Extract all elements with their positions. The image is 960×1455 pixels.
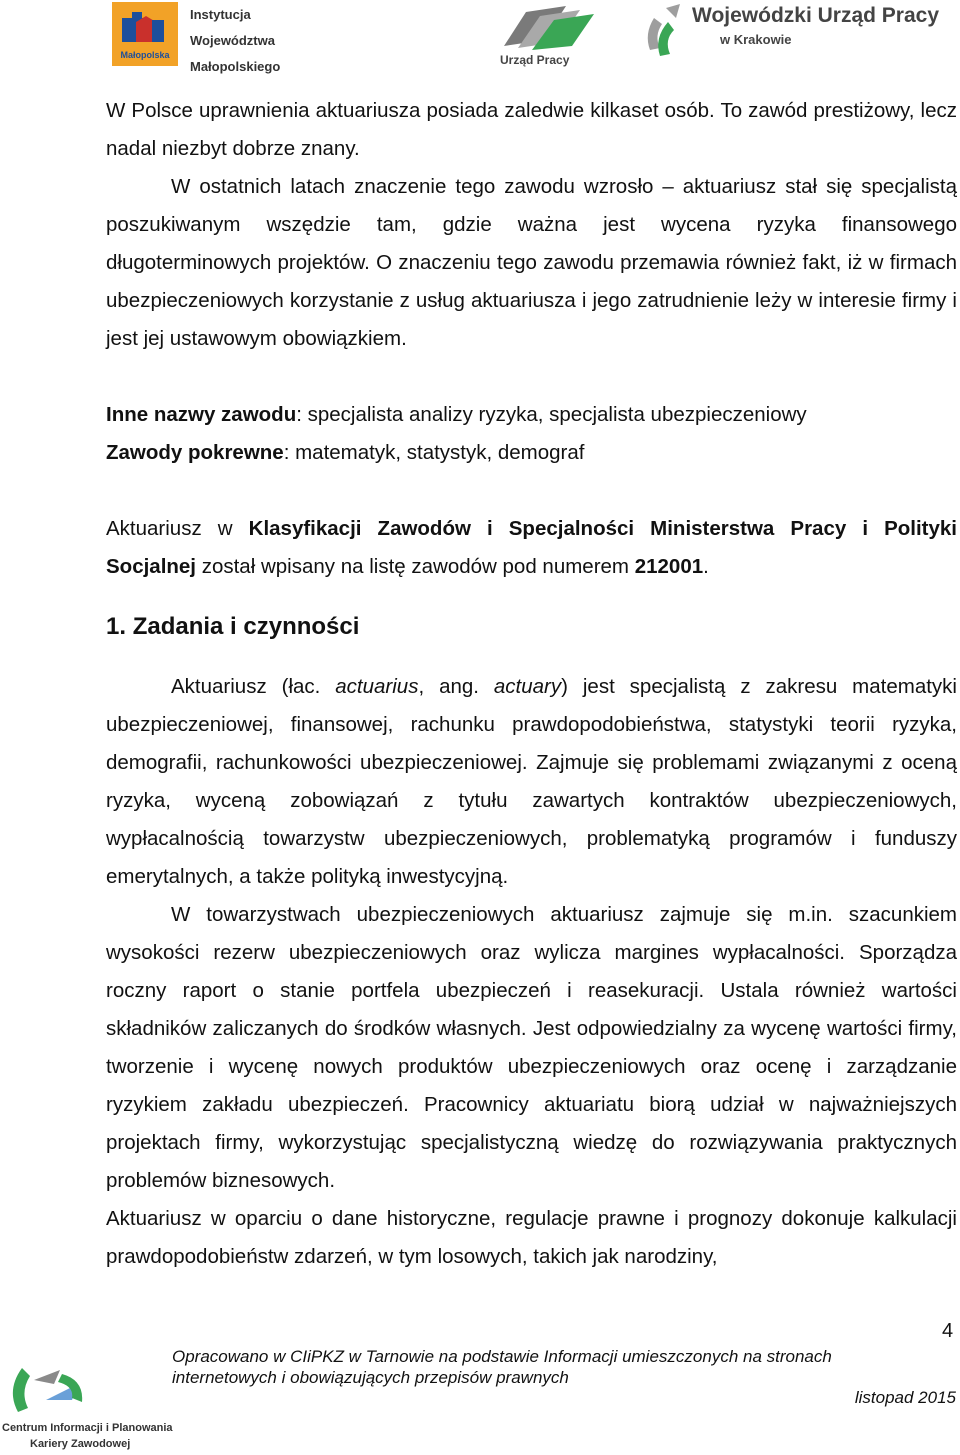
- spacer: [106, 586, 957, 608]
- classification-mid: został wpisany na listę zawodów pod numerem: [196, 555, 635, 578]
- body-paragraph-2: W towarzystwach ubezpieczeniowych aktuariusz zajmuje się m.in. szacunkiem wysokości rezerw ubezpieczeniowych oraz wylicza margines wypłacalności. Sporządza roczny raport o stanie portfela ubezpieczeń i reasekuracji. Ustala również wartości składników zaliczanych do środków własnych. Jest odpowiedzialny za wycenę wartości firmy, tworzenie i wycenę nowych produktów ubezpieczeniowych oraz ocenę i zarządzanie ryzykiem zakładu ubezpieczeń. Pracownicy aktuariatu biorą udział w najważniejszych projektach firmy, wykorzystując specjalistyczną wiedzę do rozwiązywania praktycznych problemów biznesowych.: [106, 903, 957, 1192]
- spacer: [106, 472, 957, 510]
- related-occupations-value: : matematyk, statystyk, demograf: [283, 441, 585, 464]
- ciipkz-line-1: Centrum Informacji i Planowania: [2, 1422, 173, 1434]
- section-heading: [106, 608, 957, 646]
- footer-date: listopad 2015: [854, 1388, 956, 1407]
- related-occupations-line: [106, 434, 957, 472]
- body-p1-pre: Aktuariusz (łac.: [171, 675, 336, 698]
- up-logo-text: Urząd Pracy: [500, 53, 570, 67]
- body-paragraph-3: Aktuariusz w oparciu o dane historyczne, regulacje prawne i prognozy dokonuje kalkulacji prawdopodobieństw zdarzeń, w tym losowych, takich jak narodziny,: [106, 1207, 957, 1268]
- wojewodzki-urzad-pracy-logo: [640, 0, 950, 66]
- wup-title: Wojewódzki Urząd Pracy: [692, 4, 940, 27]
- imp-line-2: Województwa: [190, 33, 275, 48]
- wup-arrows-icon: [640, 0, 690, 66]
- occupation-code: 212001: [634, 555, 704, 578]
- instytucja-wojewodztwa-logo: [112, 2, 292, 74]
- document-body: [106, 92, 957, 1276]
- body-p1-rest: ) jest specjalistą z zakresu matematyki ubezpieczeniowej, finansowej, rachunku prawdopodobieństwa, statystyki teorii ryzyka, demografii, rachunkowości ubezpieczeniowej. Zajmuje się problemami związanymi z oceną ryzyka, wyceną zobowiązań z tytułu zawartych kontraktów ubezpieczeniowych, wypłacalnością towarzystw ubezpieczeniowych, problematyką programów i funduszy emerytalnych, a także polityką inwestycyjną.: [106, 675, 957, 888]
- section-title: Zadania i czynności: [132, 613, 360, 640]
- document-header: [0, 0, 960, 80]
- footer-note: [172, 1346, 932, 1388]
- other-names-label: Inne nazwy zawodu: [106, 403, 297, 426]
- body-paragraph-1: [106, 668, 957, 896]
- ciipkz-logo: [0, 1350, 173, 1455]
- spacer: [106, 358, 957, 396]
- footer-line-1: Opracowano w CIiPKZ w Tarnowie na podstawie Informacji umieszczonych na stronach: [172, 1347, 832, 1366]
- other-names-line: [106, 396, 957, 434]
- related-occupations-label: Zawody pokrewne: [106, 441, 284, 464]
- classification-paragraph: [106, 510, 957, 586]
- imp-line-1: Instytucja: [190, 7, 251, 22]
- wup-subtitle: w Krakowie: [720, 32, 792, 47]
- ciipkz-line-2: Kariery Zawodowej: [30, 1438, 131, 1450]
- malopolska-emblem-icon: [112, 2, 178, 66]
- footer-line-2: internetowych i obowiązujących przepisów prawnych: [172, 1368, 569, 1387]
- imp-line-3: Małopolskiego: [190, 59, 281, 74]
- urzad-pracy-logo: [496, 2, 606, 68]
- imp-name: [190, 2, 280, 80]
- imp-logo-text: Małopolska: [120, 50, 170, 60]
- classification-name: Klasyfikacji Zawodów i Specjalności Ministerstwa Pracy i Polityki Socjalnej: [106, 517, 957, 578]
- intro-paragraph-1: W Polsce uprawnienia aktuariusza posiada zaledwie kilkaset osób. To zawód prestiżowy, lecz nadal niezbyt dobrze znany.: [106, 99, 957, 160]
- ciipkz-arrows-icon: [0, 1350, 100, 1420]
- section-number: 1.: [106, 613, 127, 640]
- english-term: actuary: [493, 675, 562, 698]
- latin-term: actuarius: [335, 675, 419, 698]
- classification-pre: Aktuariusz w: [106, 517, 249, 540]
- page-number: 4: [942, 1320, 954, 1342]
- other-names-value: : specjalista analizy ryzyka, specjalista ubezpieczeniowy: [296, 403, 807, 426]
- spacer: [106, 646, 957, 668]
- body-p1-mid: , ang.: [418, 675, 494, 698]
- classification-post: .: [703, 555, 709, 578]
- intro-paragraph-2: W ostatnich latach znaczenie tego zawodu wzrosło – aktuariusz stał się specjalistą poszukiwanym wszędzie tam, gdzie ważna jest wycena ryzyka finansowego długoterminowych projektów. O znaczeniu tego zawodu przemawia również fakt, iż w firmach ubezpieczeniowych korzystanie z usług aktuariusza i jego zatrudnienie leży w interesie firmy i jest jej ustawowym obowiązkiem.: [106, 175, 957, 350]
